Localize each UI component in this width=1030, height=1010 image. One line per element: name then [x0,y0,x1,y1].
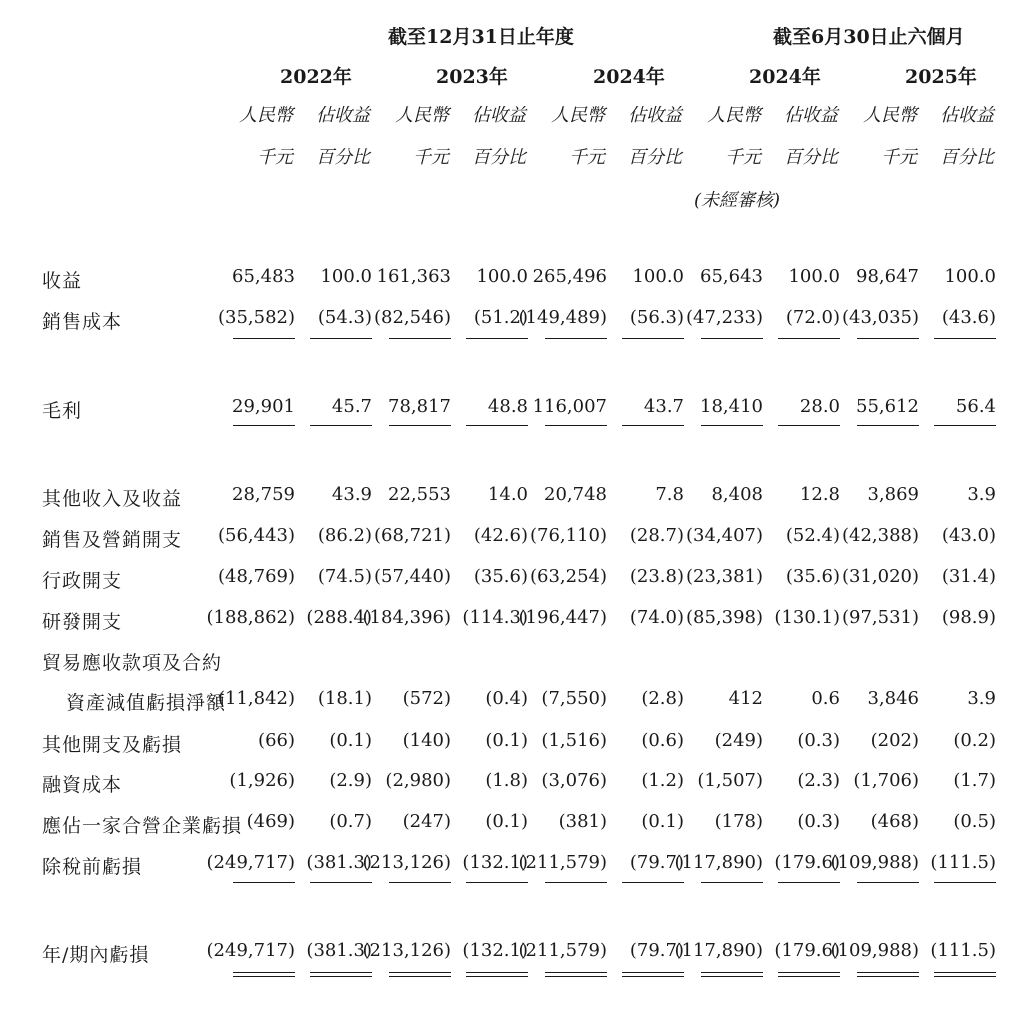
table-cell: (43,035) [841,307,919,328]
table-cell: 28,759 [232,484,295,505]
table-cell: (249,717) [206,852,295,873]
total-rule-bottom [857,976,919,977]
table-cell: (0.1) [641,811,684,832]
table-cell: 20,748 [544,484,607,505]
table-cell: (117,890) [674,852,763,873]
subtotal-rule [701,425,763,426]
pct-header-top: 佔收益 [316,105,370,126]
table-cell: (68,721) [373,525,451,546]
table-cell: (111.5) [930,940,996,961]
subtotal-rule [778,338,840,339]
row-label: 毛利 [42,400,83,422]
table-cell: (43.0) [941,525,996,546]
table-cell: (1,516) [541,730,607,751]
year-header: 2023年 [436,66,508,88]
table-cell: (249) [714,730,763,751]
subtotal-rule [701,338,763,339]
total-rule-bottom [701,976,763,977]
unit-header-bottom: 千元 [257,147,293,168]
table-cell: (31,020) [841,566,919,587]
total-rule-bottom [545,976,607,977]
table-cell: (85,398) [685,607,763,628]
table-cell: (98.9) [941,607,996,628]
unit-header-bottom: 千元 [881,147,917,168]
table-cell: 3.9 [967,484,996,505]
pct-header-bottom: 百分比 [472,147,526,168]
unit-header-top: 人民幣 [707,105,761,126]
table-cell: (211,579) [518,940,607,961]
subtotal-rule [466,338,528,339]
table-cell: 100.0 [944,266,996,287]
table-cell: (381.3) [306,852,372,873]
subtotal-rule [466,425,528,426]
unaudited-note: (未經審核) [694,190,781,211]
subtotal-rule [545,425,607,426]
table-cell: 22,553 [388,484,451,505]
table-cell: (2,980) [385,770,451,791]
total-rule-bottom [389,976,451,977]
total-rule-top [233,972,295,973]
table-cell: 100.0 [320,266,372,287]
table-cell: (43.6) [941,307,996,328]
table-cell: (468) [870,811,919,832]
row-label: 除稅前虧損 [42,856,143,878]
table-cell: (0.5) [953,811,996,832]
year-header: 2024年 [749,66,821,88]
table-cell: (28.7) [629,525,684,546]
row-label: 研發開支 [42,611,123,633]
table-cell: (469) [246,811,295,832]
subtotal-rule [233,338,295,339]
table-cell: (0.4) [485,688,528,709]
total-rule-bottom [622,976,684,977]
table-cell: 3,869 [867,484,919,505]
total-rule-bottom [778,976,840,977]
table-cell: 43.9 [331,484,372,505]
pct-header-top: 佔收益 [784,105,838,126]
table-cell: (572) [402,688,451,709]
table-cell: 0.6 [811,688,840,709]
row-label: 資產減值虧損淨額 [66,692,227,714]
table-cell: (114.3) [462,607,528,628]
pct-header-top: 佔收益 [472,105,526,126]
total-rule-top [310,972,372,973]
table-cell: (54.3) [317,307,372,328]
subtotal-rule [622,882,684,883]
table-cell: (1.8) [485,770,528,791]
table-cell: (35.6) [473,566,528,587]
table-cell: (179.6) [774,940,840,961]
table-cell: 116,007 [532,396,607,417]
table-cell: (63,254) [529,566,607,587]
row-label: 銷售成本 [42,311,123,333]
table-cell: 29,901 [232,396,295,417]
table-cell: (2.3) [797,770,840,791]
table-cell: 14.0 [487,484,528,505]
table-cell: (130.1) [774,607,840,628]
total-rule-top [466,972,528,973]
table-cell: (74.0) [629,607,684,628]
total-rule-top [545,972,607,973]
table-cell: (213,126) [362,852,451,873]
row-label: 收益 [42,270,83,292]
table-cell: (0.1) [485,811,528,832]
table-cell: (35.6) [785,566,840,587]
table-cell: (56,443) [217,525,295,546]
unit-header-bottom: 千元 [413,147,449,168]
table-cell: 161,363 [376,266,451,287]
table-cell: 28.0 [799,396,840,417]
row-label: 年/期內虧損 [42,944,150,966]
table-cell: (202) [870,730,919,751]
table-cell: (72.0) [785,307,840,328]
total-rule-top [389,972,451,973]
table-cell: 12.8 [799,484,840,505]
table-cell: 18,410 [700,396,763,417]
table-cell: (2.8) [641,688,684,709]
table-cell: (23,381) [685,566,763,587]
table-cell: 48.8 [487,396,528,417]
subtotal-rule [389,882,451,883]
table-cell: (178) [714,811,763,832]
table-cell: (82,546) [373,307,451,328]
table-cell: (111.5) [930,852,996,873]
row-label: 行政開支 [42,570,123,592]
total-rule-bottom [466,976,528,977]
subtotal-rule [857,425,919,426]
table-cell: (1.2) [641,770,684,791]
table-cell: (211,579) [518,852,607,873]
group-header-six-months: 截至6月30日止六個月 [773,26,965,48]
row-label: 其他收入及收益 [42,488,183,510]
unit-header-bottom: 千元 [725,147,761,168]
table-cell: (0.1) [329,730,372,751]
subtotal-rule [233,425,295,426]
table-cell: (2.9) [329,770,372,791]
group-header-fiscal-year: 截至12月31日止年度 [388,26,574,48]
table-cell: (188,862) [206,607,295,628]
table-cell: (47,233) [685,307,763,328]
table-cell: 7.8 [655,484,684,505]
table-cell: (79.7) [629,940,684,961]
subtotal-rule [233,882,295,883]
pct-header-bottom: 百分比 [940,147,994,168]
pct-header-top: 佔收益 [940,105,994,126]
table-cell: (249,717) [206,940,295,961]
subtotal-rule [389,338,451,339]
table-cell: (79.7) [629,852,684,873]
table-cell: (1,926) [229,770,295,791]
table-cell: (132.1) [462,940,528,961]
table-cell: (1,507) [697,770,763,791]
table-cell: 56.4 [955,396,996,417]
total-rule-top [778,972,840,973]
table-cell: 3.9 [967,688,996,709]
table-cell: (97,531) [841,607,919,628]
table-cell: (117,890) [674,940,763,961]
table-cell: 100.0 [476,266,528,287]
table-cell: 55,612 [856,396,919,417]
row-label: 其他開支及虧損 [42,734,183,756]
table-cell: (7,550) [541,688,607,709]
unit-header-top: 人民幣 [551,105,605,126]
table-cell: (18.1) [317,688,372,709]
year-header: 2024年 [593,66,665,88]
total-rule-top [934,972,996,973]
table-cell: (213,126) [362,940,451,961]
subtotal-rule [545,882,607,883]
table-cell: (3,076) [541,770,607,791]
table-cell: (196,447) [518,607,607,628]
table-cell: (52.4) [785,525,840,546]
table-cell: 3,846 [867,688,919,709]
unit-header-top: 人民幣 [863,105,917,126]
table-cell: (31.4) [941,566,996,587]
pct-header-bottom: 百分比 [316,147,370,168]
table-cell: 8,408 [711,484,763,505]
table-cell: (76,110) [529,525,607,546]
table-cell: (11,842) [217,688,295,709]
row-label: 貿易應收款項及合約 [42,652,223,674]
row-label: 應佔一家合營企業虧損 [42,815,243,837]
table-cell: (109,988) [830,940,919,961]
total-rule-top [701,972,763,973]
total-rule-bottom [310,976,372,977]
table-cell: (184,396) [362,607,451,628]
table-cell: (42.6) [473,525,528,546]
pct-header-bottom: 百分比 [784,147,838,168]
table-cell: (1,706) [853,770,919,791]
subtotal-rule [701,882,763,883]
table-cell: 412 [728,688,763,709]
table-cell: (57,440) [373,566,451,587]
table-cell: (0.7) [329,811,372,832]
table-cell: (0.3) [797,811,840,832]
subtotal-rule [389,425,451,426]
table-cell: 78,817 [388,396,451,417]
table-cell: (23.8) [629,566,684,587]
table-cell: (381) [558,811,607,832]
subtotal-rule [778,425,840,426]
subtotal-rule [622,425,684,426]
total-rule-bottom [233,976,295,977]
table-cell: (0.2) [953,730,996,751]
table-cell: (149,489) [518,307,607,328]
table-cell: (381.3) [306,940,372,961]
table-cell: (288.4) [306,607,372,628]
row-label: 銷售及營銷開支 [42,529,183,551]
table-cell: (0.6) [641,730,684,751]
table-cell: (42,388) [841,525,919,546]
table-cell: 65,643 [700,266,763,287]
subtotal-rule [857,338,919,339]
table-cell: 100.0 [632,266,684,287]
table-cell: (51.2) [473,307,528,328]
table-cell: (48,769) [217,566,295,587]
subtotal-rule [310,338,372,339]
unit-header-top: 人民幣 [395,105,449,126]
subtotal-rule [934,882,996,883]
table-cell: (0.3) [797,730,840,751]
table-cell: (109,988) [830,852,919,873]
subtotal-rule [310,882,372,883]
subtotal-rule [934,425,996,426]
table-cell: (247) [402,811,451,832]
subtotal-rule [310,425,372,426]
table-cell: 45.7 [331,396,372,417]
unit-header-top: 人民幣 [239,105,293,126]
year-header: 2025年 [905,66,977,88]
table-cell: (35,582) [217,307,295,328]
table-cell: 98,647 [856,266,919,287]
table-cell: (34,407) [685,525,763,546]
subtotal-rule [622,338,684,339]
table-cell: 100.0 [788,266,840,287]
total-rule-top [857,972,919,973]
pct-header-top: 佔收益 [628,105,682,126]
table-cell: 265,496 [532,266,607,287]
table-cell: 43.7 [643,396,684,417]
table-cell: (74.5) [317,566,372,587]
total-rule-top [622,972,684,973]
total-rule-bottom [934,976,996,977]
subtotal-rule [857,882,919,883]
table-cell: (86.2) [317,525,372,546]
table-cell: (1.7) [953,770,996,791]
subtotal-rule [545,338,607,339]
pct-header-bottom: 百分比 [628,147,682,168]
unit-header-bottom: 千元 [569,147,605,168]
table-cell: (56.3) [629,307,684,328]
subtotal-rule [934,338,996,339]
row-label: 融資成本 [42,774,123,796]
table-cell: (0.1) [485,730,528,751]
table-cell: (179.6) [774,852,840,873]
table-cell: (132.1) [462,852,528,873]
table-cell: (66) [258,730,295,751]
year-header: 2022年 [280,66,352,88]
subtotal-rule [778,882,840,883]
subtotal-rule [466,882,528,883]
table-cell: 65,483 [232,266,295,287]
table-cell: (140) [402,730,451,751]
